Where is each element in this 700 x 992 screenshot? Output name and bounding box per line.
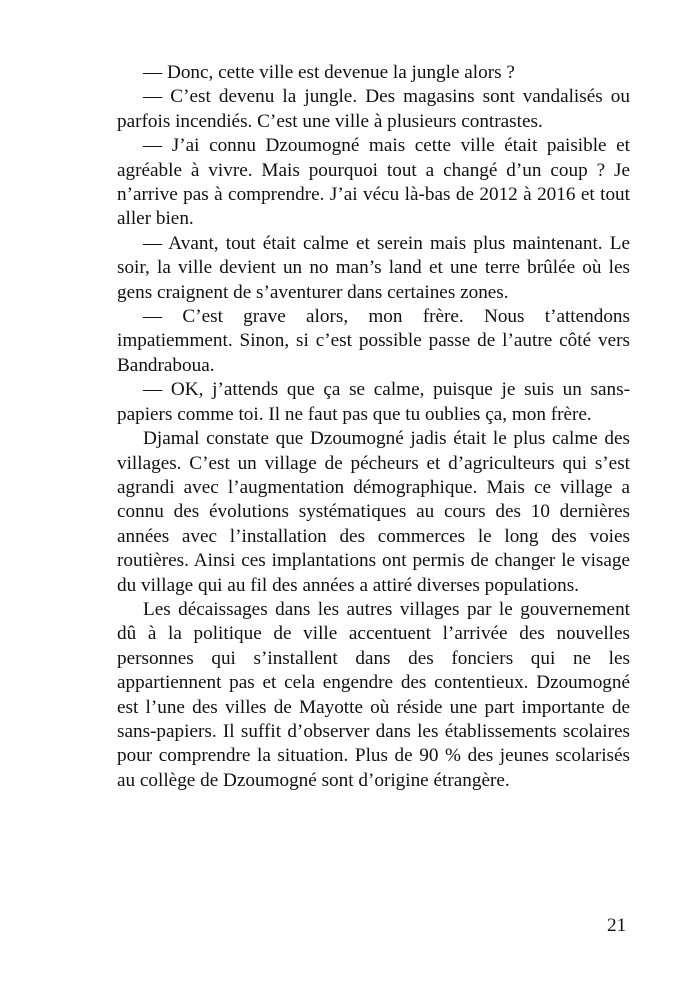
page-number: 21: [607, 915, 627, 936]
narrative-paragraph-2: Les décaissages dans les autres villages par le gouvernement dû à la politique de ville accentuent l’arrivée des nouvelles personnes qui s’installent dans des fonciers qui ne les appartiennent pas et cela engendre des contentieux. Dzoumogné est l’une des villes de Mayotte où réside une part importante de sans-papiers. Il suffit d’observer dans les établissements scolaires pour comprendre la situation. Plus de 90 % des jeunes scolarisés au collège de Dzoumogné sont d’origine étrangère.: [117, 598, 630, 791]
dialogue-line-4: — Avant, tout était calme et serein mais plus maintenant. Le soir, la ville devient un no man’s land et une terre brûlée où les gens craignent de s’aventurer dans certaines zones.: [117, 232, 630, 303]
dialogue-line-5: — C’est grave alors, mon frère. Nous t’attendons impatiemment. Sinon, si c’est possible passe de l’autre côté vers Bandraboua.: [117, 306, 630, 376]
page-body: [117, 61, 630, 793]
dialogue-line-6: — OK, j’attends que ça se calme, puisque je suis un sans-papiers comme toi. Il ne faut pas que tu oublies ça, mon frère.: [117, 379, 630, 425]
dialogue-line-3: — J’ai connu Dzoumogné mais cette ville était paisible et agréable à vivre. Mais pourquoi tout a changé d’un coup ? Je n’arrive pas à comprendre. J’ai vécu là-bas de 2012 à 2016 et tout aller bien.: [117, 135, 630, 230]
dialogue-line-1: — Donc, cette ville est devenue la jungle alors ?: [143, 62, 515, 83]
dialogue-line-2: — C’est devenu la jungle. Des magasins sont vandalisés ou parfois incendiés. C’est une ville à plusieurs contrastes.: [117, 86, 630, 132]
narrative-paragraph-1: Djamal constate que Dzoumogné jadis était le plus calme des villages. C’est un village de pécheurs et d’agriculteurs qui s’est agrandi avec l’augmentation démographique. Mais ce village a connu des évolutions systématiques au cours des 10 dernières années avec l’installation des commerces le long des voies routières. Ainsi ces implantations ont permis de changer le visage du village qui au fil des années a attiré diverses populations.: [117, 428, 630, 596]
